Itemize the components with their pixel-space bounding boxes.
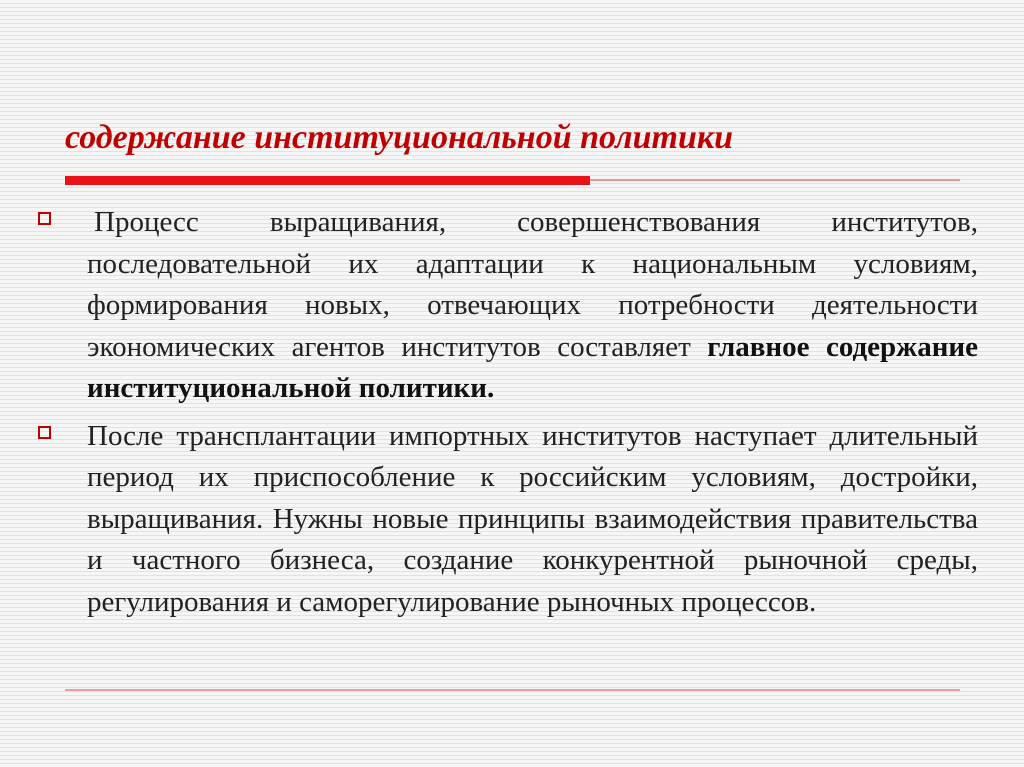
bullet-text-2 [87,416,978,624]
bullet-text-2-regular: После трансплантации импортных институтов наступает длительный период их приспособление к российским условиям, достройки, выращивания. Нужны новые принципы взаимодействия правительства и частного бизнеса, создание конкурентной рыночной среды, регулирования и саморегулирование рыночных процессов. [87,419,978,618]
hollow-square-bullet-icon [38,426,51,439]
footer-divider [65,689,960,691]
bullet-item-1 [38,202,978,410]
title-underline-thin [590,179,960,181]
bullet-text-1-regular: Процесс выращивания, совершенствования институтов, последовательной их адаптации к национальным условиям, формирования новых, отвечающих потребности деятельности экономических агентов институтов составляет [87,206,978,363]
title-underline-thick [65,176,590,185]
slide-title: содержание институциональной политики [65,119,734,156]
bullet-item-2 [38,416,978,624]
bullet-text-1 [87,202,978,410]
hollow-square-bullet-icon [38,212,51,225]
slide-content [38,202,978,629]
bullet-text-1-bold: главное содержание институциональной политики. [87,330,979,404]
